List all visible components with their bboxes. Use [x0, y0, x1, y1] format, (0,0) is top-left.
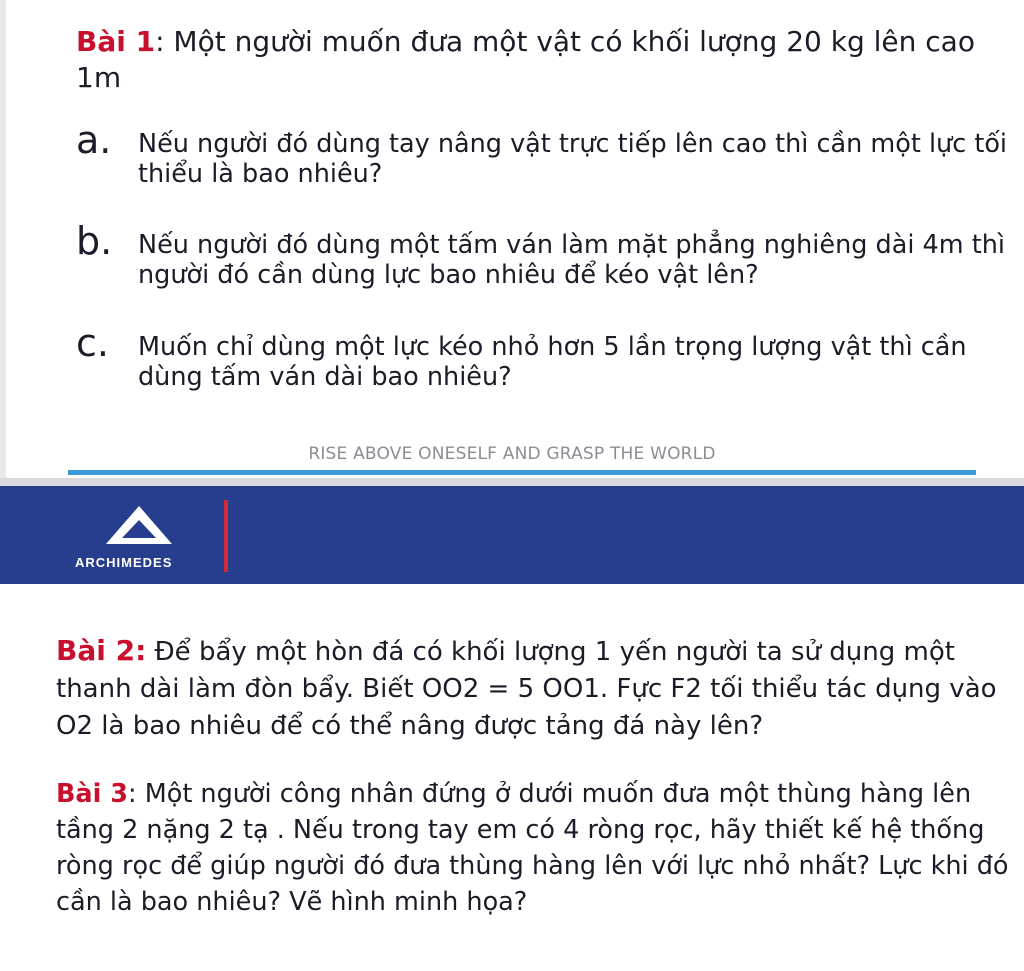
problem-1-label: Bài 1	[76, 25, 156, 58]
item-letter: c.	[76, 321, 109, 365]
slide-edge	[0, 0, 6, 485]
problem-2	[56, 632, 1016, 745]
problem-3-text: : Một người công nhân đứng ở dưới muốn đưa một thùng hàng lên tầng 2 nặng 2 tạ . Nếu trong tay em có 4 ròng rọc, hãy thiết kế hệ thống ròng rọc để giúp người đó đưa thùng hàng lên với lực nhỏ nhất? Lực khi đó cần là bao nhiêu? Vẽ hình minh họa?	[56, 779, 1009, 917]
archimedes-logo-icon	[104, 504, 174, 546]
problem-3	[56, 776, 1016, 920]
logo-divider	[224, 500, 228, 572]
problem-1-heading	[76, 24, 1021, 96]
slide-bottom-edge	[0, 478, 1024, 486]
item-letter: b.	[76, 219, 113, 263]
item-letter: a.	[76, 118, 112, 162]
item-text: Nếu người đó dùng một tấm ván làm mặt phẳng nghiêng dài 4m thì người đó cần dùng lực bao nhiêu để kéo vật lên?	[138, 230, 1005, 290]
problem-2-text: Để bẩy một hòn đá có khối lượng 1 yến người ta sử dụng một thanh dài làm đòn bẩy. Biết OO2 = 5 OO1. Fực F2 tối thiểu tác dụng vào O2 là bao nhiêu để có thể nâng được tảng đá này lên?	[56, 637, 997, 741]
logo-wordmark: ARCHIMEDES	[75, 555, 173, 570]
problem-3-label: Bài 3	[56, 779, 129, 809]
item-text: Nếu người đó dùng tay nâng vật trực tiếp lên cao thì cần một lực tối thiểu là bao nhiêu?	[138, 129, 1008, 189]
problem-1-text: : Một người muốn đưa một vật có khối lượng 20 kg lên cao 1m	[76, 25, 975, 94]
problem-2-label: Bài 2:	[56, 634, 147, 667]
footer-slogan: RISE ABOVE ONESELF AND GRASP THE WORLD	[308, 444, 716, 464]
footer-divider	[68, 470, 976, 475]
item-text: Muốn chỉ dùng một lực kéo nhỏ hơn 5 lần trọng lượng vật thì cần dùng tấm ván dài bao nhiêu?	[138, 332, 967, 392]
